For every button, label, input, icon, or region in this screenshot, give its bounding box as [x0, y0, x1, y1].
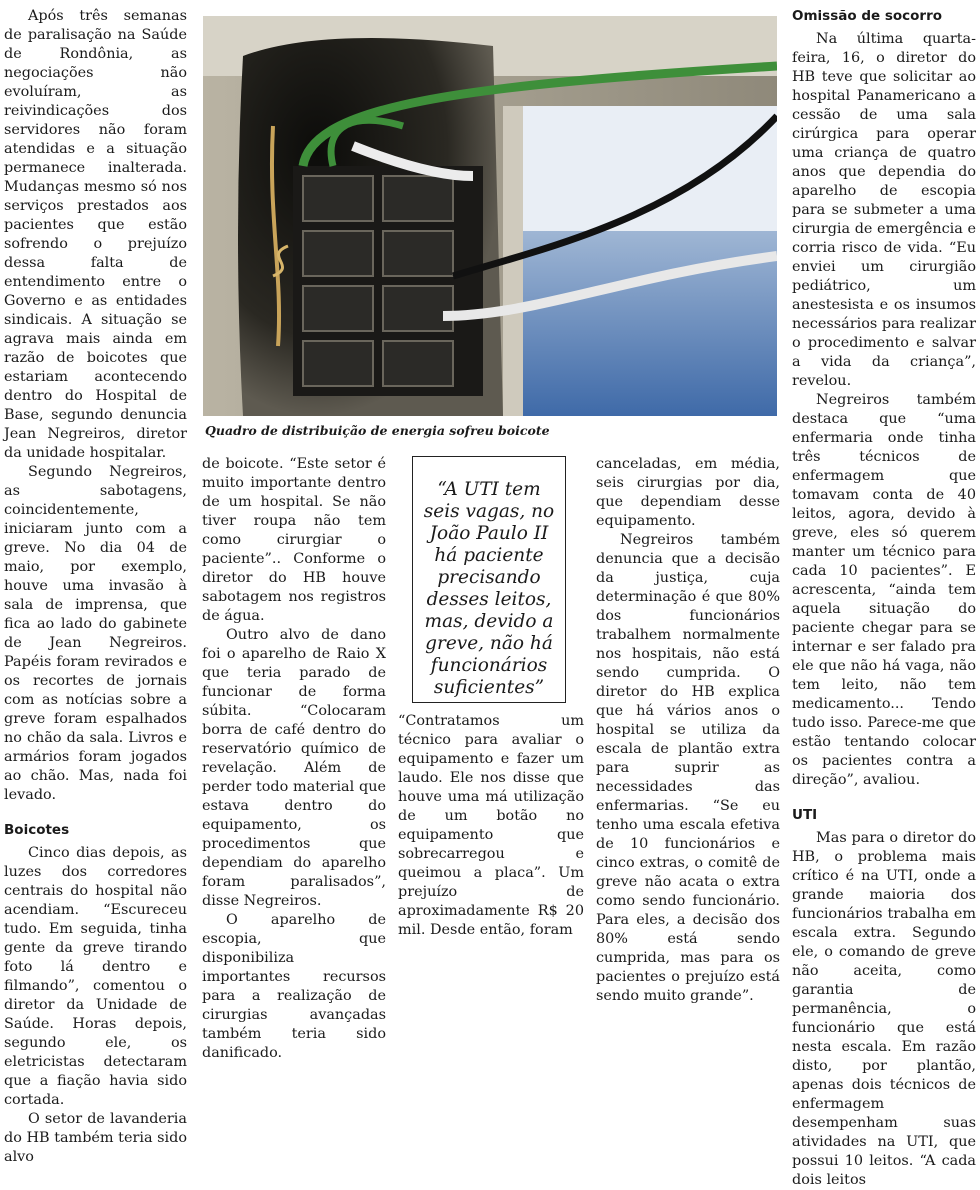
paragraph: Segundo Negreiros, as sabotagens, coincidentemente, iniciaram junto com a greve. No dia 04 de maio, por exemplo, houve uma invasão à sala de imprensa, que fica ao lado do gabinete de Jean Negreiros. Papéis foram revirados e os recortes de jornais com as notícias sobre a greve foram espalhados no chão da sala. Livros e armários foram jogados ao chão. Mas, nada foi levado. [4, 464, 187, 803]
paragraph: Na última quarta-feira, 16, o diretor do HB teve que solicitar ao hospital Panamericano a cessão de uma sala cirúrgica para operar uma criança de quatro anos que dependia do aparelho de escopia para se submeter a uma cirurgia de emergência e corria risco de vida. “Eu enviei um cirurgião pediátrico, um anestesista e os insumos necessários para realizar o procedimento e salvar a vida da criança”, revelou. [792, 31, 976, 389]
subhead-uti: UTI [792, 807, 818, 823]
photo-caption: Quadro de distribuição de energia sofreu boicote [205, 423, 550, 438]
pull-quote: “A UTI tem seis vagas, no João Paulo II há paciente precisando desses leitos, mas, devido a greve, não há funcionários suficientes” [412, 456, 566, 703]
article-column-4 [596, 455, 780, 1006]
paragraph: Negreiros também destaca que “uma enfermaria onde tinha três técnicos de enfermagem que tomavam conta de 40 leitos, agora, devido à greve, eles só querem manter um técnico para cada 10 pacientes”. E acrescenta, “ainda tem aquela situação do paciente chegar para se internar e ser falado pra ele que não há vaga, não tem leito, não tem medicamento... Tendo tudo isso. Parece-me que estão tentando colocar os pacientes contra a direção”, avaliou. [792, 392, 976, 788]
paragraph: canceladas, em média, seis cirurgias por dia, que dependiam desse equipamento. [596, 456, 780, 529]
subhead-boicotes: Boicotes [4, 822, 70, 838]
paragraph: O setor de lavanderia do HB também teria sido alvo [4, 1111, 187, 1165]
article-column-2 [202, 455, 386, 1063]
photo-illustration [203, 16, 777, 416]
paragraph: “Contratamos um técnico para avaliar o equipamento e fazer um laudo. Ele nos disse que houve uma má utilização de um botão no equipamento que sobrecarregou e queimou a placa”. Um prejuízo de aproximadamente R$ 20 mil. Desde então, foram [398, 713, 584, 938]
article-column-5 [792, 7, 976, 1190]
paragraph: Outro alvo de dano foi o aparelho de Raio X que teria parado de funcionar de forma súbita. “Colocaram borra de café dentro do reservatório químico de revelação. Além de perder todo material que estava dentro do equipamento, os procedimentos que dependiam do aparelho foram paralisados”, disse Negreiros. [202, 627, 386, 909]
paragraph: Negreiros também denuncia que a decisão da justiça, cuja determinação é que 80% dos funcionários trabalhem normalmente nos hospitais, não está sendo cumprida. O diretor do HB explica que há vários anos o hospital se utiliza da escala de plantão extra para suprir as necessidades das enfermarias. “Se eu tenho uma escala efetiva de 10 funcionários e cinco extras, o comitê de greve não acata o extra como sendo funcionário. Para eles, a decisão dos 80% está sendo cumprida, mas para os pacientes o prejuízo está sendo muito grande”. [596, 532, 780, 1004]
paragraph: de boicote. “Este setor é muito importante dentro de um hospital. Se não tiver roupa não tem como cirurgiar o paciente”.. Conforme o diretor do HB houve sabotagem nos registros de água. [202, 456, 386, 624]
paragraph: Cinco dias depois, as luzes dos corredores centrais do hospital não acendiam. “Escureceu tudo. Em seguida, tinha gente da greve tirando foto lá dentro e filmando”, comentou o diretor da Unidade de Saúde. Horas depois, segundo ele, os eletricistas detectaram que a fiação havia sido cortada. [4, 845, 187, 1108]
electrical-panel-photo [203, 16, 777, 416]
article-column-3 [398, 712, 584, 940]
subhead-omissao-de-socorro: Omissão de socorro [792, 8, 943, 24]
paragraph: Após três semanas de paralisação na Saúde de Rondônia, as negociações não evoluíram, as reivindicações dos servidores não foram atendidas e a situação permanece inalterada. Mudanças mesmo só nos serviços prestados aos pacientes que estão sofrendo o prejuízo dessa falta de entendimento entre o Governo e as entidades sindicais. A situação se agrava mais ainda em razão de boicotes que estariam acontecendo dentro do Hospital de Base, segundo denuncia Jean Negreiros, diretor da unidade hospitalar. [4, 8, 187, 461]
article-column-1 [4, 7, 187, 1167]
paragraph: Mas para o diretor do HB, o problema mais crítico é na UTI, onde a grande maioria dos funcionários trabalha em escala extra. Segundo ele, o comando de greve não aceita, como garantia de permanência, o funcionário que está nesta escala. Em razão disto, por plantão, apenas dois técnicos de enfermagem desempenham suas atividades na UTI, que possui 10 leitos. “A cada dois leitos [792, 830, 976, 1188]
paragraph: O aparelho de escopia, que disponibiliza importantes recursos para a realização de cirurgias avançadas também teria sido danificado. [202, 912, 386, 1061]
